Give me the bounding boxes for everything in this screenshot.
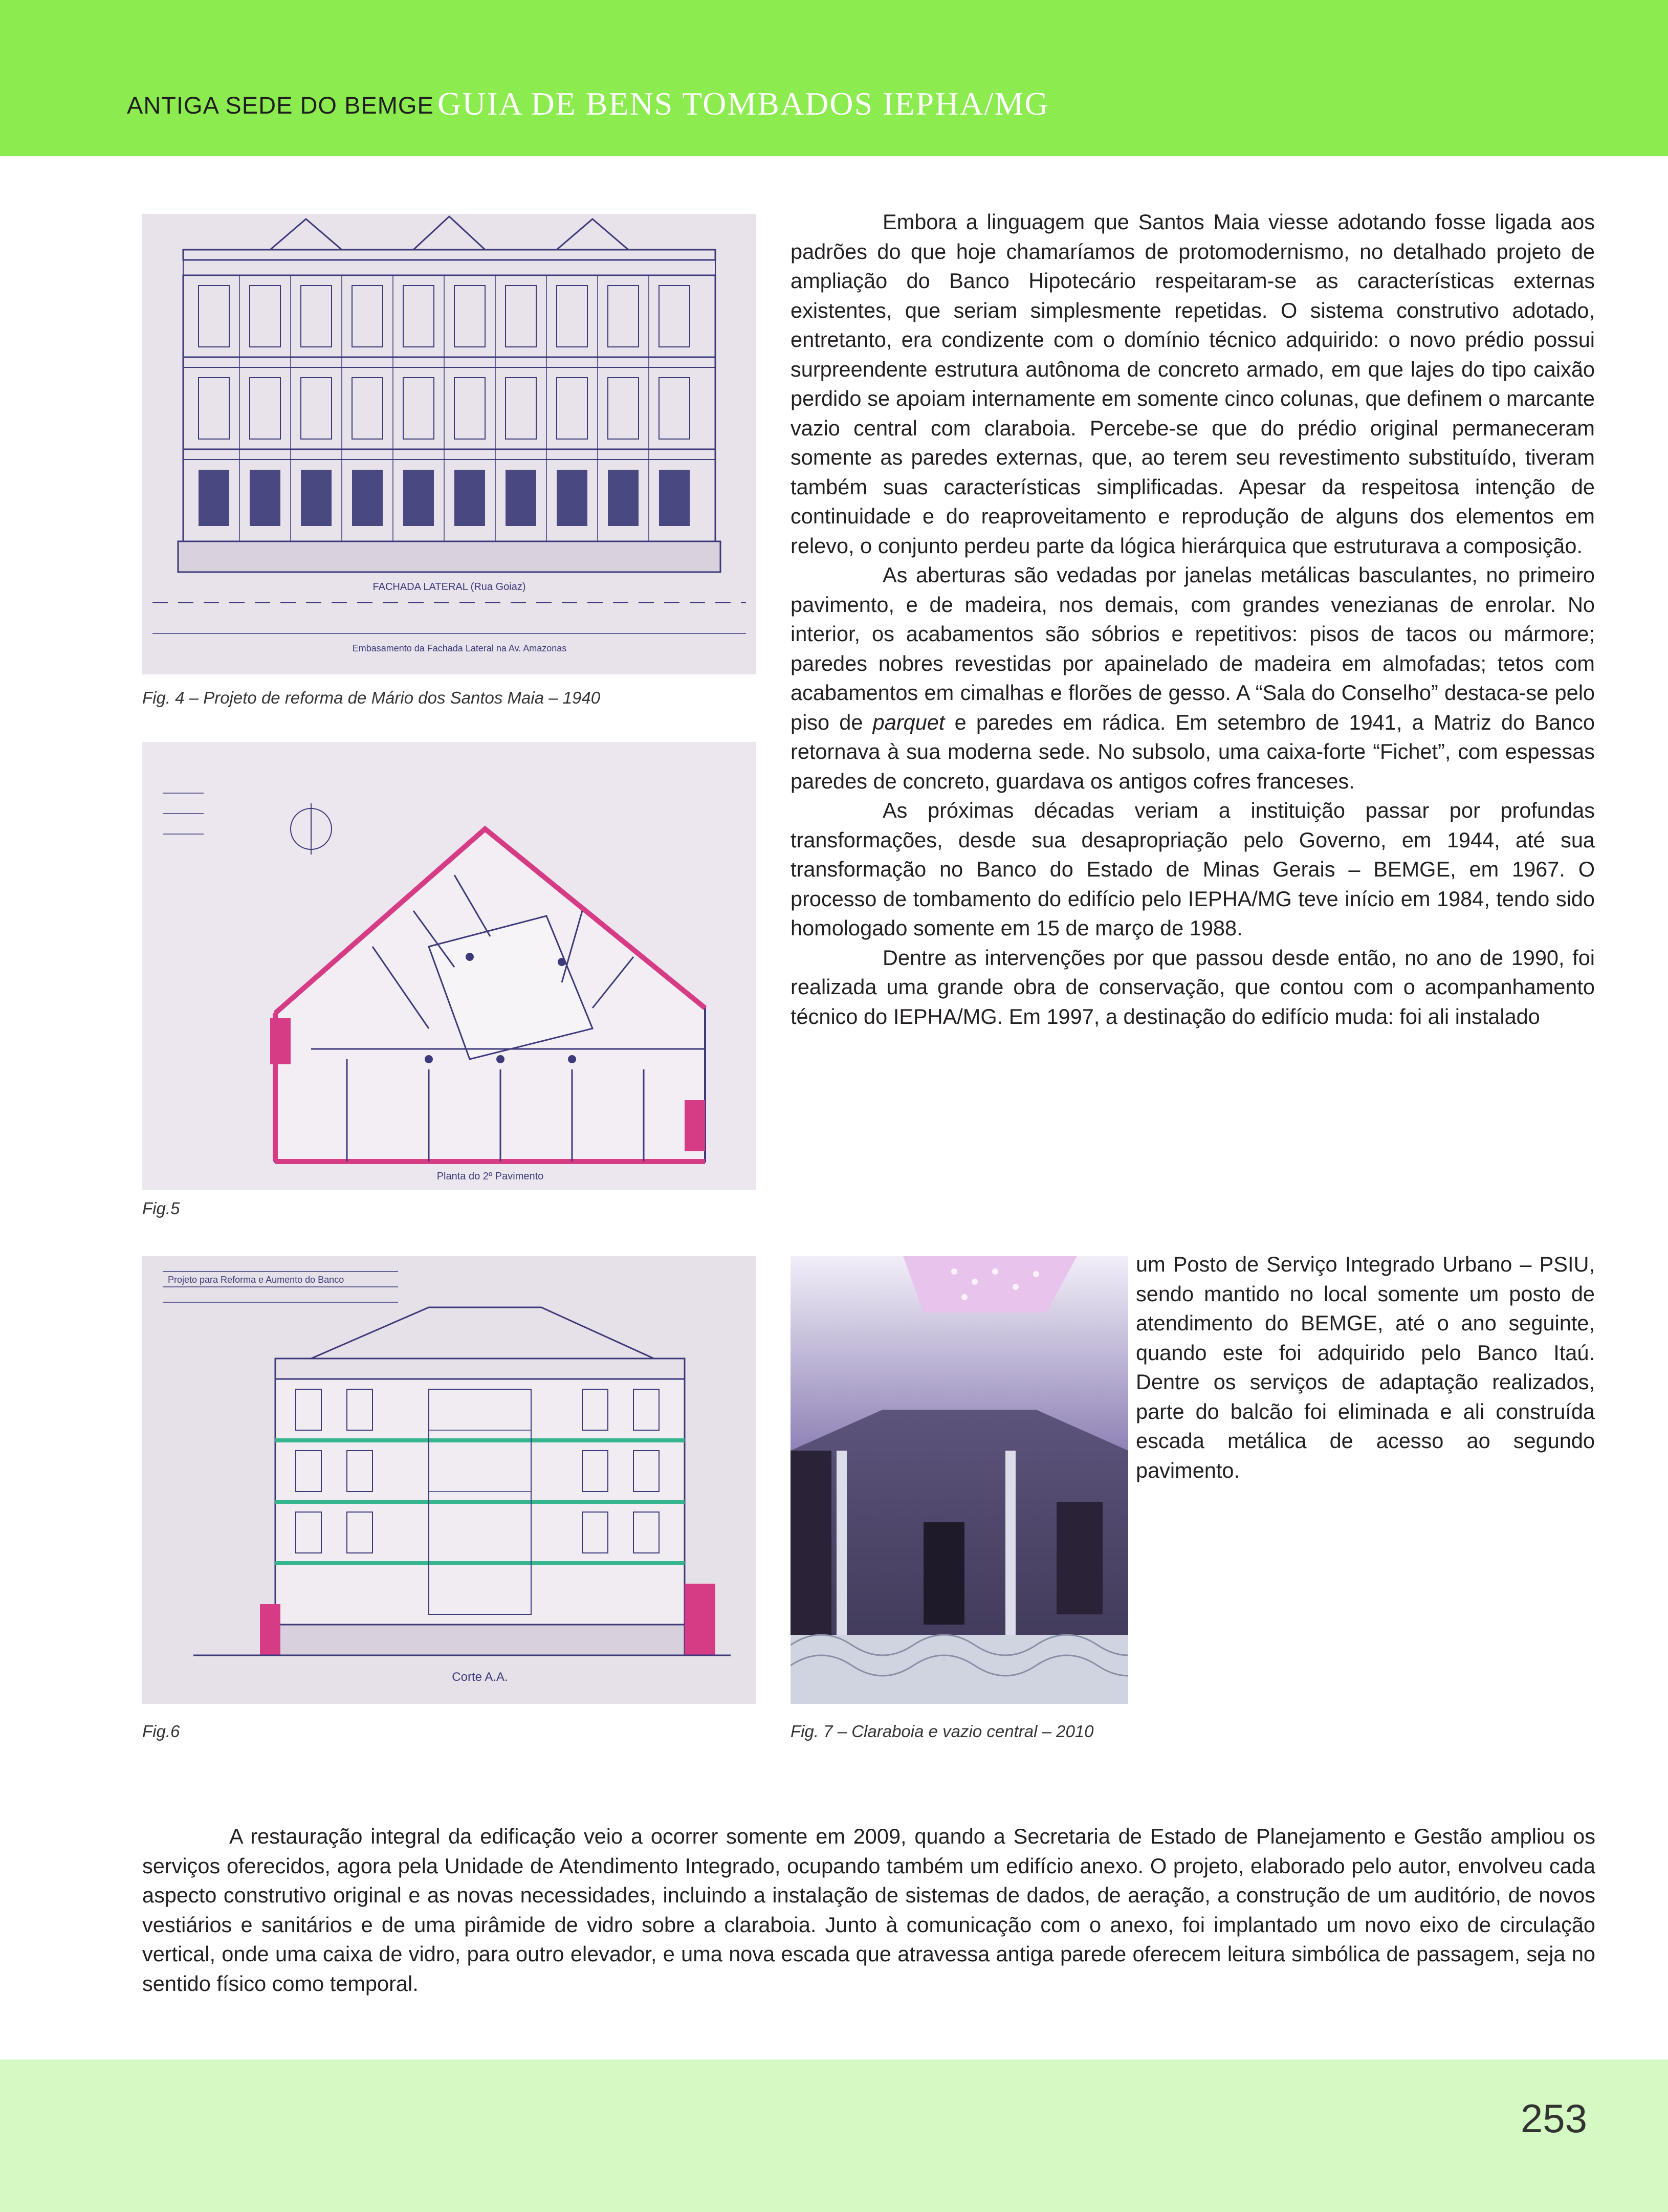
- figure-5-floor-plan: [142, 742, 756, 1190]
- bottom-paragraph: A restauração integral da edificação veio a ocorrer somente em 2009, quando a Secretaria de Estado de Planejamento e Gestão ampliou os serviços oferecidos, agora pela Unidade de Atendimento Integrado, ocupando também um edifício anexo. O projeto, elaborado pelo autor, envolveu cada aspecto construtivo original e as novas necessidades, incluindo a instalação de sistemas de dados, de aeração, a construção de um auditório, de novos vestiários e sanitários e de uma pirâmide de vidro sobre a claraboia. Junto à comunicação com o anexo, foi implantado um novo eixo de circulação vertical, onde uma caixa de vidro, para outro elevador, e uma nova escada que atravessa antiga parede oferecem leitura simbólica de passagem, seja no sentido físico como temporal.: [142, 1824, 1595, 1996]
- section-title-label: Projeto para Reforma e Aumento do Banco: [168, 1275, 344, 1285]
- figure-4-facade-drawing: [142, 214, 756, 674]
- paragraph-4: Dentre as intervenções por que passou desde então, no ano de 1990, foi realizada uma grande obra de conservação, que contou com o acompanhamento técnico do IEPHA/MG. Em 1997, a destinação do edifício muda: foi ali instalado: [791, 945, 1595, 1028]
- floor-plan-label: Planta do 2º Pavimento: [436, 1171, 544, 1182]
- facade-label: FACHADA LATERAL (Rua Goiaz): [372, 581, 526, 593]
- guide-title: GUIA DE BENS TOMBADOS IEPHA/MG: [437, 85, 1049, 122]
- column-text: [791, 207, 1595, 1031]
- paragraph-2-part-b: e paredes em rádica. Em setembro de 1941, a Matriz do Banco retornava à sua moderna sede. No subsolo, uma caixa-forte “Fichet”, com espessas paredes de concreto, guardava os antigos cofres franceses.: [791, 710, 1595, 793]
- page-footer: [0, 2060, 1668, 2212]
- figure-6-caption: Fig.6: [142, 1722, 180, 1741]
- paragraph-2-emphasis: parquet: [872, 710, 945, 734]
- bottom-paragraph-block: [142, 1822, 1595, 1998]
- figure-6-section-drawing: [142, 1256, 756, 1704]
- paragraph-1: Embora a linguagem que Santos Maia viesse adotando fosse ligada aos padrões do que hoje chamaríamos de protomodernismo, no detalhado projeto de ampliação do Banco Hipotecário respeitaram-se as características externas existentes, que seriam simplesmente repetidas. O sistema construtivo adotado, entretanto, era condizente com o domínio técnico adquirido: o novo prédio possui surpreendente estrutura autônoma de concreto armado, em que lajes do tipo caixão perdido se apoiam internamente em somente cinco colunas, que definem o marcante vazio central com claraboia. Percebe-se que do prédio original permaneceram somente as paredes externas, que, ao terem seu revestimento substituído, tiveram também suas características simplificadas. Apesar da respeitosa intenção de continuidade e do reaproveitamento e reprodução de alguns dos elementos em relevo, o conjunto perdeu parte da lógica hierárquica que estruturava a composição.: [791, 210, 1595, 558]
- column-text-continued: [1136, 1250, 1595, 1485]
- figure-7-caption: Fig. 7 – Claraboia e vazio central – 2010: [791, 1722, 1094, 1741]
- paragraph-4-continued: um Posto de Serviço Integrado Urbano – PSIU, sendo mantido no local somente um posto de atendimento do BEMGE, até o ano seguinte, quando este foi adquirido pelo Banco Itaú. Dentre os serviços de adaptação realizados, parte do balcão foi eliminada e ali construída escada metálica de acesso ao segundo pavimento.: [1136, 1252, 1595, 1482]
- section-title: ANTIGA SEDE DO BEMGE: [127, 92, 434, 119]
- figure-5-caption: Fig.5: [142, 1199, 180, 1218]
- page-header: [0, 0, 1668, 156]
- paragraph-3: As próximas décadas veriam a instituição passar por profundas transformações, desde sua desapropriação pelo Governo, em 1944, até sua transformação no Banco do Estado de Minas Gerais – BEMGE, em 1967. O processo de tombamento do edifício pelo IEPHA/MG teve início em 1984, tendo sido homologado somente em 15 de março de 1988.: [791, 798, 1595, 940]
- paragraph-2: [791, 560, 1595, 796]
- section-cut-label: Corte A.A.: [452, 1670, 508, 1684]
- figure-7-skylight-photo: [791, 1256, 1128, 1704]
- figure-4-caption: Fig. 4 – Projeto de reforma de Mário dos Santos Maia – 1940: [142, 688, 601, 707]
- facade-stamp-label: Embasamento da Fachada Lateral na Av. Amazonas: [352, 643, 567, 653]
- paragraph-2-part-a: As aberturas são vedadas por janelas metálicas basculantes, no primeiro pavimento, e de madeira, nos demais, com grandes venezianas de enrolar. No interior, os acabamentos são sóbrios e repetitivos: pisos de tacos ou mármore; paredes nobres revestidas por apainelado de madeira em almofadas; tetos com acabamentos em cimalhas e florões de gesso. A “Sala do Conselho” destaca-se pelo piso de: [791, 563, 1595, 734]
- page-number: 253: [1520, 2096, 1587, 2141]
